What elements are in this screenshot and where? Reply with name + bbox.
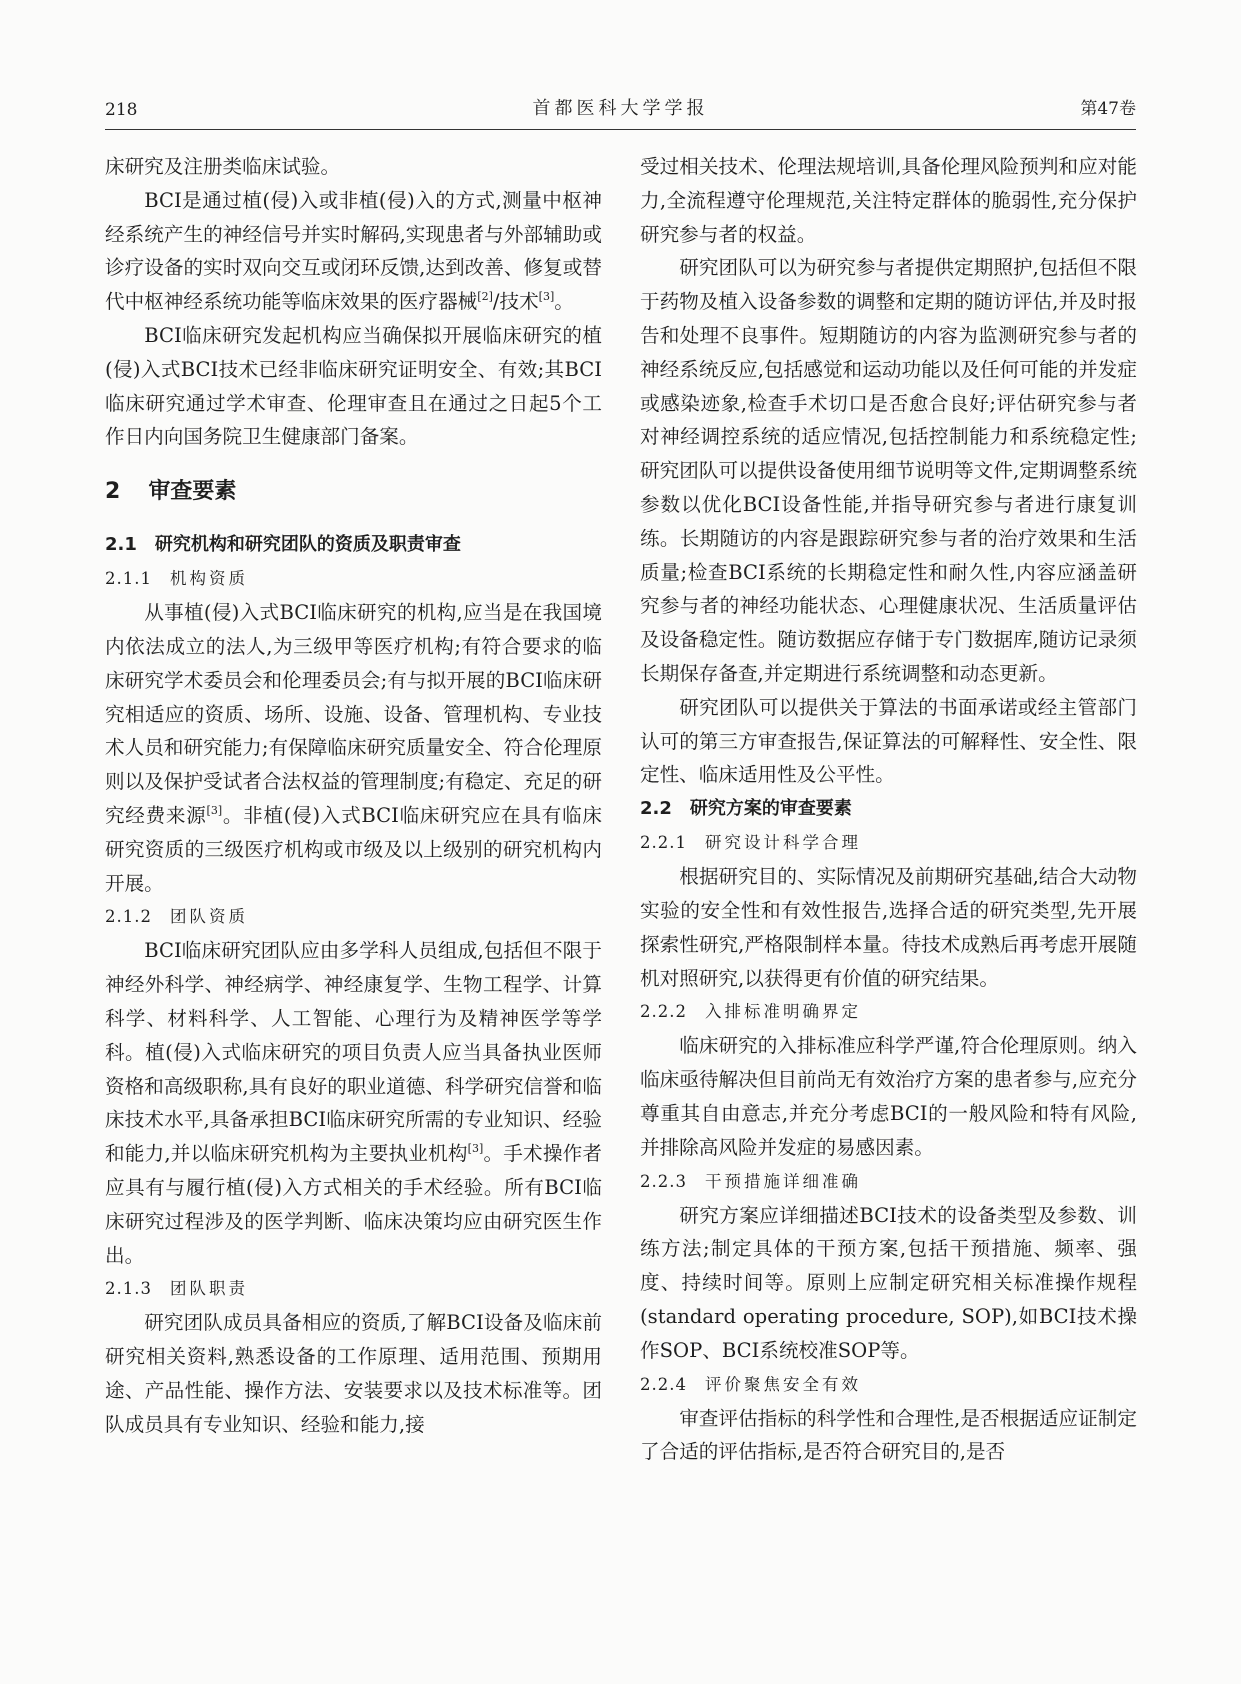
subsubsection-heading: 2.1.3 团队职责 <box>105 1279 248 1299</box>
header-rule <box>105 129 1136 130</box>
volume-label: 第47卷 <box>1080 99 1136 119</box>
subsubsection-heading: 2.1.1 机构资质 <box>105 569 248 589</box>
subsubsection-heading: 2.2.2 入排标准明确界定 <box>640 1002 861 1022</box>
paragraph: 审查评估指标的科学性和合理性,是否根据适应证制定了合适的评估指标,是否符合研究目的,是否 <box>640 1406 1137 1464</box>
left-column <box>105 150 602 1442</box>
right-column <box>640 150 1137 1469</box>
paragraph: BCI是通过植(侵)入或非植(侵)入的方式,测量中枢神经系统产生的神经信号并实时解码,实现患者与外部辅助或诊疗设备的实时双向交互或闭环反馈,达到改善、修复或替代中枢神经系统功能等临床效果的医疗器械[2]/技术[3]。 <box>105 188 602 314</box>
page-header <box>105 92 1136 122</box>
citation: [3] <box>467 1142 484 1156</box>
paragraph: 临床研究的入排标准应科学严谨,符合伦理原则。纳入临床亟待解决但目前尚无有效治疗方案的患者参与,应充分尊重其自由意志,并充分考虑BCI的一般风险和特有风险,并排除高风险并发症的易感因素。 <box>640 1034 1137 1159</box>
paragraph: BCI临床研究团队应由多学科人员组成,包括但不限于神经外科学、神经病学、神经康复学、生物工程学、计算科学、材料科学、人工智能、心理行为及精神医学等学科。植(侵)入式临床研究的项目负责人应当具备执业医师资格和高级职称,具有良好的职业道德、科学研究信誉和临床技术水平,具备承担BCI临床研究所需的专业知识、经验和能力,并以临床研究机构为主要执业机构[3]。手术操作者应具有与履行植(侵)入方式相关的手术经验。所有BCI临床研究过程涉及的医学判断、临床决策均应由研究医生作出。 <box>105 939 602 1267</box>
subsubsection-heading: 2.1.2 团队资质 <box>105 907 248 927</box>
paragraph: 床研究及注册类临床试验。 <box>105 155 341 178</box>
citation: [2] <box>477 290 493 304</box>
citation: [3] <box>206 803 223 817</box>
paragraph: 研究方案应详细描述BCI技术的设备类型及参数、训练方法;制定具体的干预方案,包括干预措施、频率、强度、持续时间等。原则上应制定研究相关标准操作规程(standard operating procedure, SOP),如BCI技术操作SOP、BCI系统校准SOP等。 <box>640 1203 1137 1362</box>
paragraph: 从事植(侵)入式BCI临床研究的机构,应当是在我国境内依法成立的法人,为三级甲等医疗机构;有符合要求的临床研究学术委员会和伦理委员会;有与拟开展的BCI临床研究相适应的资质、场所、设施、设备、管理机构、专业技术人员和研究能力;有保障临床研究质量安全、符合伦理原则以及保护受试者合法权益的管理制度;有稳定、充足的研究经费来源[3]。非植(侵)入式BCI临床研究应在具有临床研究资质的三级医疗机构或市级及以上级别的研究机构内开展。 <box>105 601 602 895</box>
paragraph: 根据研究目的、实际情况及前期研究基础,结合大动物实验的安全性和有效性报告,选择合适的研究类型,先开展探索性研究,严格限制样本量。待技术成熟后再考虑开展随机对照研究,以获得更有价值的研究结果。 <box>640 865 1137 990</box>
subsection-heading: 2.2 研究方案的审查要素 <box>640 798 852 820</box>
subsubsection-heading: 2.2.4 评价聚焦安全有效 <box>640 1374 861 1394</box>
subsubsection-heading: 2.2.3 干预措施详细准确 <box>640 1171 861 1191</box>
paragraph: 研究团队可以为研究参与者提供定期照护,包括但不限于药物及植入设备参数的调整和定期的随访评估,并及时报告和处理不良事件。短期随访的内容为监测研究参与者的神经系统反应,包括感觉和运动功能以及任何可能的并发症或感染迹象,检查手术切口是否愈合良好;评估研究参与者对神经调控系统的适应情况,包括控制能力和系统稳定性;研究团队可以提供设备使用细节说明等文件,定期调整系统参数以优化BCI设备性能,并指导研究参与者进行康复训练。长期随访的内容是跟踪研究参与者的治疗效果和生活质量;检查BCI系统的长期稳定性和耐久性,内容应涵盖研究参与者的神经功能状态、心理健康状况、生活质量评估及设备稳定性。随访数据应存储于专门数据库,随访记录须长期保存备查,并定期进行系统调整和动态更新。 <box>640 256 1137 685</box>
section-heading: 2 审查要素 <box>105 479 237 505</box>
paragraph: 研究团队可以提供关于算法的书面承诺或经主管部门认可的第三方审查报告,保证算法的可解释性、安全性、限定性、临床适用性及公平性。 <box>640 695 1137 787</box>
subsection-heading: 2.1 研究机构和研究团队的资质及职责审查 <box>105 534 461 556</box>
paragraph: 受过相关技术、伦理法规培训,具备伦理风险预判和应对能力,全流程遵守伦理规范,关注特定群体的脆弱性,充分保护研究参与者的权益。 <box>640 155 1137 246</box>
page-number: 218 <box>105 100 138 120</box>
subsubsection-heading: 2.2.1 研究设计科学合理 <box>640 833 861 853</box>
journal-title: 首都医科大学学报 <box>532 98 709 119</box>
citation: [3] <box>538 290 555 304</box>
paragraph: 研究团队成员具备相应的资质,了解BCI设备及临床前研究相关资料,熟悉设备的工作原理、适用范围、预期用途、产品性能、操作方法、安装要求以及技术标准等。团队成员具有专业知识、经验和能力,接 <box>105 1311 602 1436</box>
paragraph: BCI临床研究发起机构应当确保拟开展临床研究的植(侵)入式BCI技术已经非临床研究证明安全、有效;其BCI临床研究通过学术审查、伦理审查且在通过之日起5个工作日内向国务院卫生健康部门备案。 <box>105 323 602 449</box>
